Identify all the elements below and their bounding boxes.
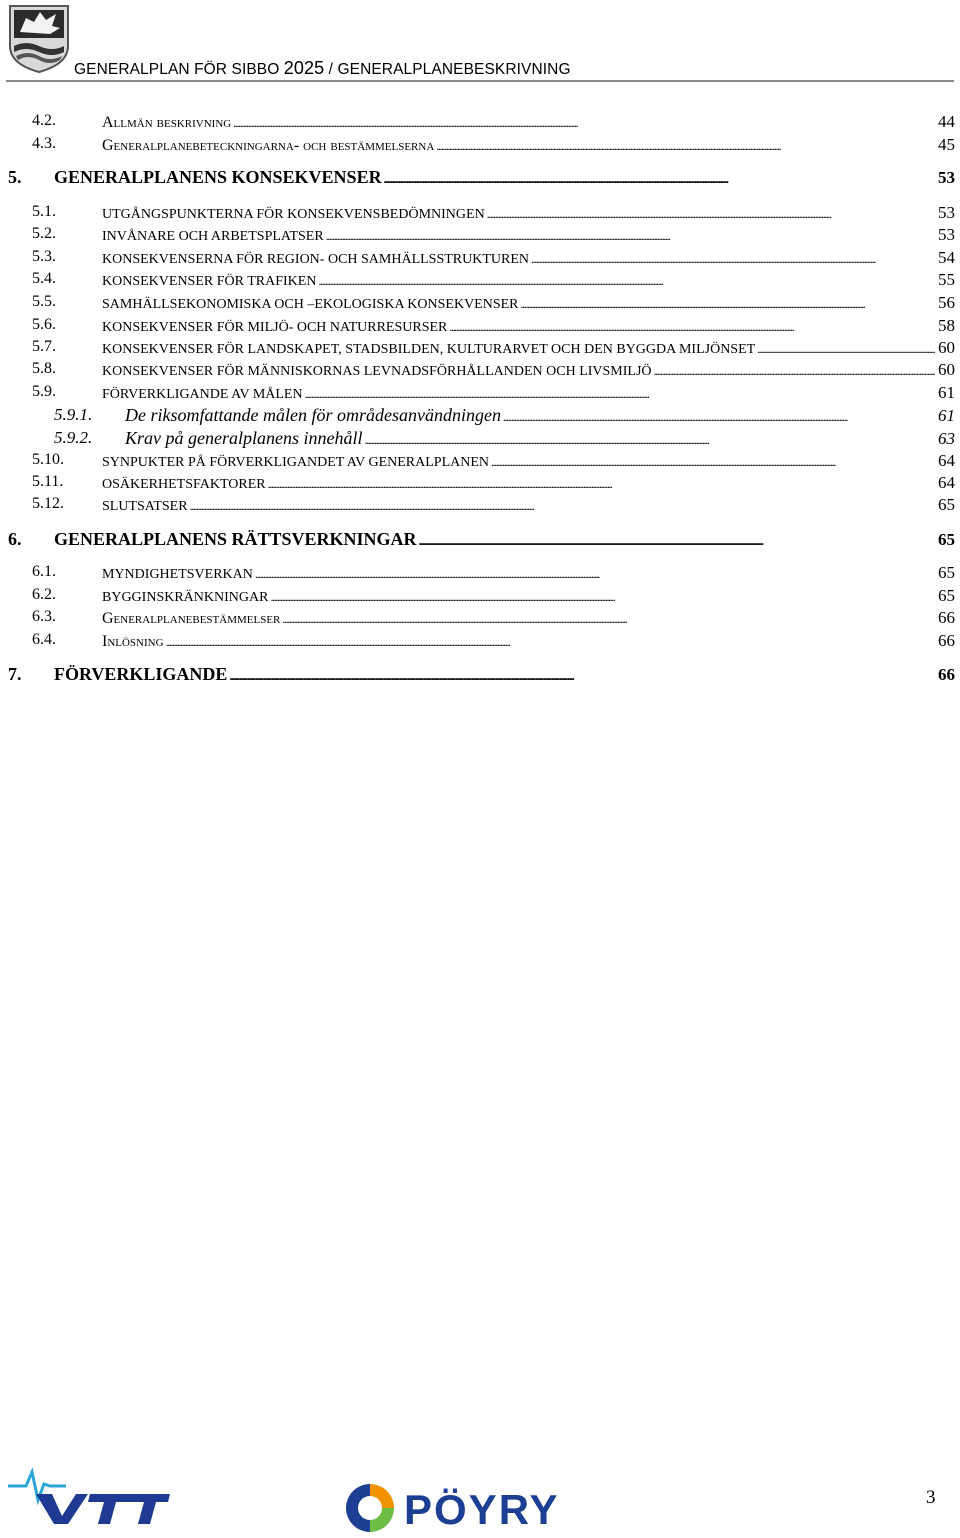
toc-entry-row [102,293,955,313]
toc-entry-row [102,316,955,336]
dot-leader [166,636,935,648]
toc-entry[interactable] [0,112,955,134]
toc-entry[interactable] [0,135,955,157]
toc-entry-page: 61 [938,406,955,425]
toc-entry-title: INVÅNARE OCH ARBETSPLATSER [102,229,324,244]
dot-leader [503,411,935,423]
poyry-logo [342,1480,604,1536]
toc-entry[interactable] [0,586,955,608]
toc-entry-number: 5.9. [32,383,56,400]
toc-entry-title: SAMHÄLLSEKONOMISKA OCH –EKOLOGISKA KONSEKVENSER [102,297,519,312]
toc-entry-row [102,608,955,628]
toc-entry-page: 66 [938,665,955,684]
toc-entry[interactable] [0,608,955,630]
crest-icon [6,2,72,74]
toc-entry-page: 53 [938,168,955,187]
toc-entry[interactable] [0,225,955,247]
dot-leader [436,140,935,152]
dot-leader [326,230,935,242]
toc-entry-page: 44 [938,112,955,131]
page-number: 3 [926,1487,936,1508]
toc-entry-page: 53 [938,203,955,222]
toc-entry-number: 7. [8,664,22,684]
dot-leader [654,365,935,377]
title-suffix: / GENERALPLANEBESKRIVNING [324,61,571,78]
toc-entry[interactable] [0,203,955,225]
toc-entry-number: 6.1. [32,563,56,580]
dot-leader [531,253,935,265]
toc-entry-title: Krav på generalplanens innehåll [125,428,363,448]
toc-entry-number: 6.4. [32,631,56,648]
toc-entry-number: 5.2. [32,225,56,242]
toc-entry-number: 5.9.1. [54,405,93,424]
toc-entry-number: 4.2. [32,112,56,129]
toc-entry-number: 5.5. [32,293,56,310]
toc-entry-row [102,225,955,245]
toc-entry-page: 60 [938,360,955,379]
toc-entry-page: 63 [938,429,955,448]
dot-leader [270,591,935,603]
toc-entry-page: 54 [938,248,955,267]
toc-entry-row [102,203,955,223]
dot-leader [491,456,935,468]
toc-entry-number: 5.3. [32,248,56,265]
toc-entry-row [102,135,955,155]
toc-entry-page: 65 [938,586,955,605]
toc-entry[interactable] [0,631,955,653]
toc-entry[interactable] [0,270,955,292]
toc-entry-page: 45 [938,135,955,154]
toc-entry-number: 6. [8,529,22,549]
toc-entry-row [102,451,955,471]
toc-entry-row [102,586,955,606]
page-header [0,0,960,82]
toc-entry-row [54,529,955,550]
toc-entry[interactable] [0,473,955,495]
toc-entry-number: 4.3. [32,135,56,152]
toc-entry-title: GENERALPLANENS RÄTTSVERKNINGAR [54,529,417,549]
toc-entry-row [102,270,955,290]
toc-entry-page: 60 [938,338,955,357]
dot-leader [229,670,935,682]
title-year: 2025 [283,58,325,78]
toc-entry-row [54,664,955,685]
toc-entry[interactable] [0,405,955,427]
dot-leader [318,275,935,287]
toc-entry-title: De riksomfattande målen för områdesanvändningen [125,405,501,425]
toc-entry-title: OSÄKERHETSFAKTORER [102,477,266,492]
toc-entry-title: KONSEKVENSER FÖR TRAFIKEN [102,274,317,289]
toc-entry-number: 5.4. [32,270,56,287]
toc-entry-number: 6.2. [32,586,56,603]
dot-leader [305,388,935,400]
toc-entry-page: 65 [938,495,955,514]
toc-entry[interactable] [0,495,955,517]
toc-entry-title: KONSEKVENSER FÖR MILJÖ- OCH NATURRESURSER [102,320,448,335]
title-prefix: GENERALPLAN FÖR SIBBO [74,61,284,78]
toc-entry-row [102,563,955,583]
toc-entry[interactable] [0,360,955,382]
toc-entry-number: 5.12. [32,495,64,512]
dot-leader [757,343,935,355]
document-title [74,58,571,79]
toc-entry-title: GENERALPLANENS KONSEKVENSER [54,167,382,187]
toc-entry-row [102,112,955,132]
toc-entry[interactable] [0,167,955,189]
toc-entry-row [102,360,955,380]
toc-entry-page: 53 [938,225,955,244]
toc-entry-number: 5.1. [32,203,56,220]
toc-entry-title: KONSEKVENSERNA FÖR REGION- OCH SAMHÄLLSSTRUKTUREN [102,252,530,267]
toc-entry-title: FÖRVERKLIGANDE [54,664,228,684]
header-divider [6,80,954,82]
toc-entry-title: SYNPUKTER PÅ FÖRVERKLIGANDET AV GENERALPLANEN [102,455,490,470]
toc-entry-row [54,167,955,188]
toc-entry[interactable] [0,248,955,270]
svg-text:PÖYRY: PÖYRY [404,1486,560,1533]
toc-entry-row [102,495,955,515]
toc-entry-number: 5.7. [32,338,56,355]
toc-entry-number: 5.8. [32,360,56,377]
toc-entry[interactable] [0,383,955,405]
toc-entry-title: MYNDIGHETSVERKAN [102,567,253,582]
toc-entry-title: Generalplanebeteckningarna- och bestämmelserna [102,137,435,154]
dot-leader [255,568,935,580]
toc-entry[interactable] [0,664,955,686]
toc-entry-row [102,248,955,268]
toc-entry-row [125,428,955,449]
toc-entry-title: Allmän beskrivning [102,114,232,131]
toc-entry[interactable] [0,316,955,338]
toc-entry-number: 5. [8,167,22,187]
toc-entry-title: KONSEKVENSER FÖR MÄNNISKORNAS LEVNADSFÖRHÅLLANDEN OCH LIVSMILJÖ [102,364,652,379]
dot-leader [233,117,935,129]
dot-leader [449,321,935,333]
toc-entry-row [125,405,955,426]
toc-entry-page: 66 [938,608,955,627]
toc-entry-title: BYGGINSKRÄNKNINGAR [102,590,269,605]
toc-entry[interactable] [0,529,955,551]
toc-entry-page: 65 [938,563,955,582]
toc-entry-row [102,338,955,358]
toc-entry-row [102,383,955,403]
toc-entry-number: 5.9.2. [54,428,93,447]
toc-entry-title: SLUTSATSER [102,499,188,514]
toc-entry-row [102,631,955,651]
toc-entry-number: 5.6. [32,316,56,333]
dot-leader [364,434,935,446]
toc-entry[interactable] [0,293,955,315]
toc-entry-title: Inlösning [102,633,164,650]
toc-entry-title: UTGÅNGSPUNKTERNA FÖR KONSEKVENSBEDÖMNINGEN [102,207,485,222]
toc-entry[interactable] [0,338,955,360]
toc-entry[interactable] [0,451,955,473]
dot-leader [268,478,935,490]
toc-entry-page: 58 [938,316,955,335]
toc-entry-number: 5.11. [32,473,64,490]
toc-entry-number: 6.3. [32,608,56,625]
toc-entry-page: 61 [938,383,955,402]
toc-entry-page: 56 [938,293,955,312]
toc-entry-page: 66 [938,631,955,650]
page-footer [0,1450,960,1538]
dot-leader [487,208,935,220]
dot-leader [419,535,935,547]
dot-leader [282,613,935,625]
toc-entry-page: 64 [938,473,955,492]
dot-leader [521,298,935,310]
toc-entry-page: 55 [938,270,955,289]
vtt-logo [6,1466,172,1526]
toc-entry-title: KONSEKVENSER FÖR LANDSKAPET, STADSBILDEN, KULTURARVET OCH DEN BYGGDA MILJÖNSET [102,342,756,357]
toc-entry-row [102,473,955,493]
toc-entry-number: 5.10. [32,451,64,468]
toc-entry-page: 65 [938,530,955,549]
dot-leader [190,500,935,512]
toc-entry[interactable] [0,428,955,450]
toc-entry-title: FÖRVERKLIGANDE AV MÅLEN [102,387,303,402]
toc-entry-page: 64 [938,451,955,470]
toc-entry-title: Generalplanebestämmelser [102,610,281,627]
dot-leader [384,173,935,185]
toc-entry[interactable] [0,563,955,585]
